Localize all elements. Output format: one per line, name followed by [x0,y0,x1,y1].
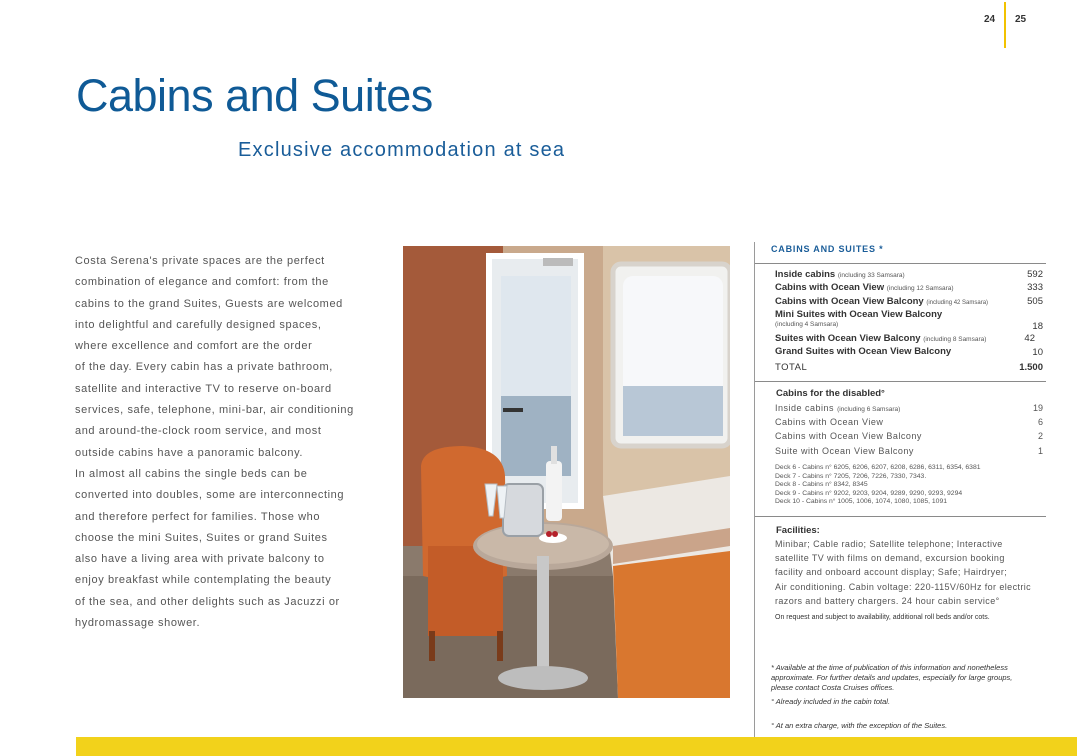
divider [755,381,1046,382]
page-subtitle: Exclusive accommodation at sea [238,139,566,161]
body-line: where excellence and comfort are the order [75,340,313,353]
request-note: On request and subject to availability, additional roll beds and/or cots. [775,614,990,621]
divider [755,516,1046,517]
body-line: satellite and interactive TV to reserve on-board [75,382,332,395]
body-line: outside cabins have a panoramic balcony. [75,446,304,459]
table-row: Cabins with Ocean View (including 12 Samsara) 333 [775,282,1043,293]
page-divider [1004,2,1006,48]
table-row: Inside cabins (including 33 Samsara) 592 [775,269,1043,280]
cabins-table-heading: CABINS AND SUITES * [771,244,884,254]
page-number-right: 25 [1015,14,1027,25]
table-row: Suites with Ocean View Balcony (including 8 Samsara) 42 [775,333,1035,344]
table-row: Grand Suites with Ocean View Balcony 10 [775,346,1043,358]
body-line: Costa Serena's private spaces are the perfect [75,255,325,267]
footnote-extra: ° At an extra charge, with the exception of the Suites. [771,721,948,730]
page-number-left: 24 [984,14,996,25]
body-text [75,251,375,634]
body-line: cabins to the grand Suites, Guests are welcomed [75,297,343,310]
table-row: Cabins with Ocean View Balcony (including 42 Samsara) 505 [775,296,1043,307]
disabled-row: Inside cabins (including 6 Samsara) 19 [775,403,1043,413]
footnote-star: * Available at the time of publication of this information and nonetheless approximate. For further details and updates, especially for large groups, please contact Costa Cruises offices. [771,663,1013,693]
table-row: Mini Suites with Ocean View Balcony (including 4 Samsara) 18 [775,309,1043,332]
column-divider [754,242,755,738]
body-line: converted into doubles, some are interconnecting [75,489,345,502]
body-line: and around-the-clock room service, and most [75,425,322,438]
footnote-degree: ° Already included in the cabin total. [771,697,891,706]
facilities-heading: Facilities: [776,525,820,536]
cabin-photo [403,246,730,698]
body-line: services, safe, telephone, mini-bar, air conditioning [75,404,354,417]
facilities-text: Minibar; Cable radio; Satellite telephone; Interactive satellite TV with films on demand, excursion booking facility and onboard account display; Safe; Hairdryer; Air conditioning. Cabin voltage: 220-115V/60Hz for electric razors and battery chargers. 24 hour cabin service° [775,539,1032,606]
body-line: choose the mini Suites, Suites or grand Suites [75,531,328,544]
footer-bar [76,737,1077,756]
body-line: enjoy breakfast while contemplating the beauty [75,574,332,587]
disabled-row: Cabins with Ocean View 6 [775,417,1043,427]
body-line: In almost all cabins the single beds can be [75,467,308,480]
page-title: Cabins and Suites [76,70,433,121]
body-line: and therefore perfect for families. Those who [75,510,321,523]
body-line: of the day. Every cabin has a private bathroom, [75,361,333,374]
disabled-cabins-heading: Cabins for the disabled° [776,388,885,399]
body-line: combination of elegance and comfort: from the [75,276,329,289]
deck-cabins: Deck 6 - Cabins n° 6205, 6206, 6207, 6208, 6286, 6311, 6354, 6381 Deck 7 - Cabins n° 7205, 7206, 7226, 7330, 7343. Deck 8 - Cabins n° 8342, 8345 Deck 9 - Cabins n° 9202, 9203, 9204, 9289, 9290, 9293, 9294 Deck 10 - Cabins n° 1005, 1006, 1074, 1080, 1085, 1091 [775,464,981,505]
body-line: hydromassage shower. [75,617,201,630]
divider [755,263,1046,264]
disabled-row: Cabins with Ocean View Balcony 2 [775,431,1043,441]
body-line: into delightful and carefully designed spaces, [75,318,322,331]
table-row-total: TOTAL 1.500 [775,362,1043,373]
body-line: of the sea, and other delights such as Jacuzzi or [75,595,340,608]
body-line: also have a living area with private balcony to [75,553,325,566]
disabled-row: Suite with Ocean View Balcony 1 [775,446,1043,456]
